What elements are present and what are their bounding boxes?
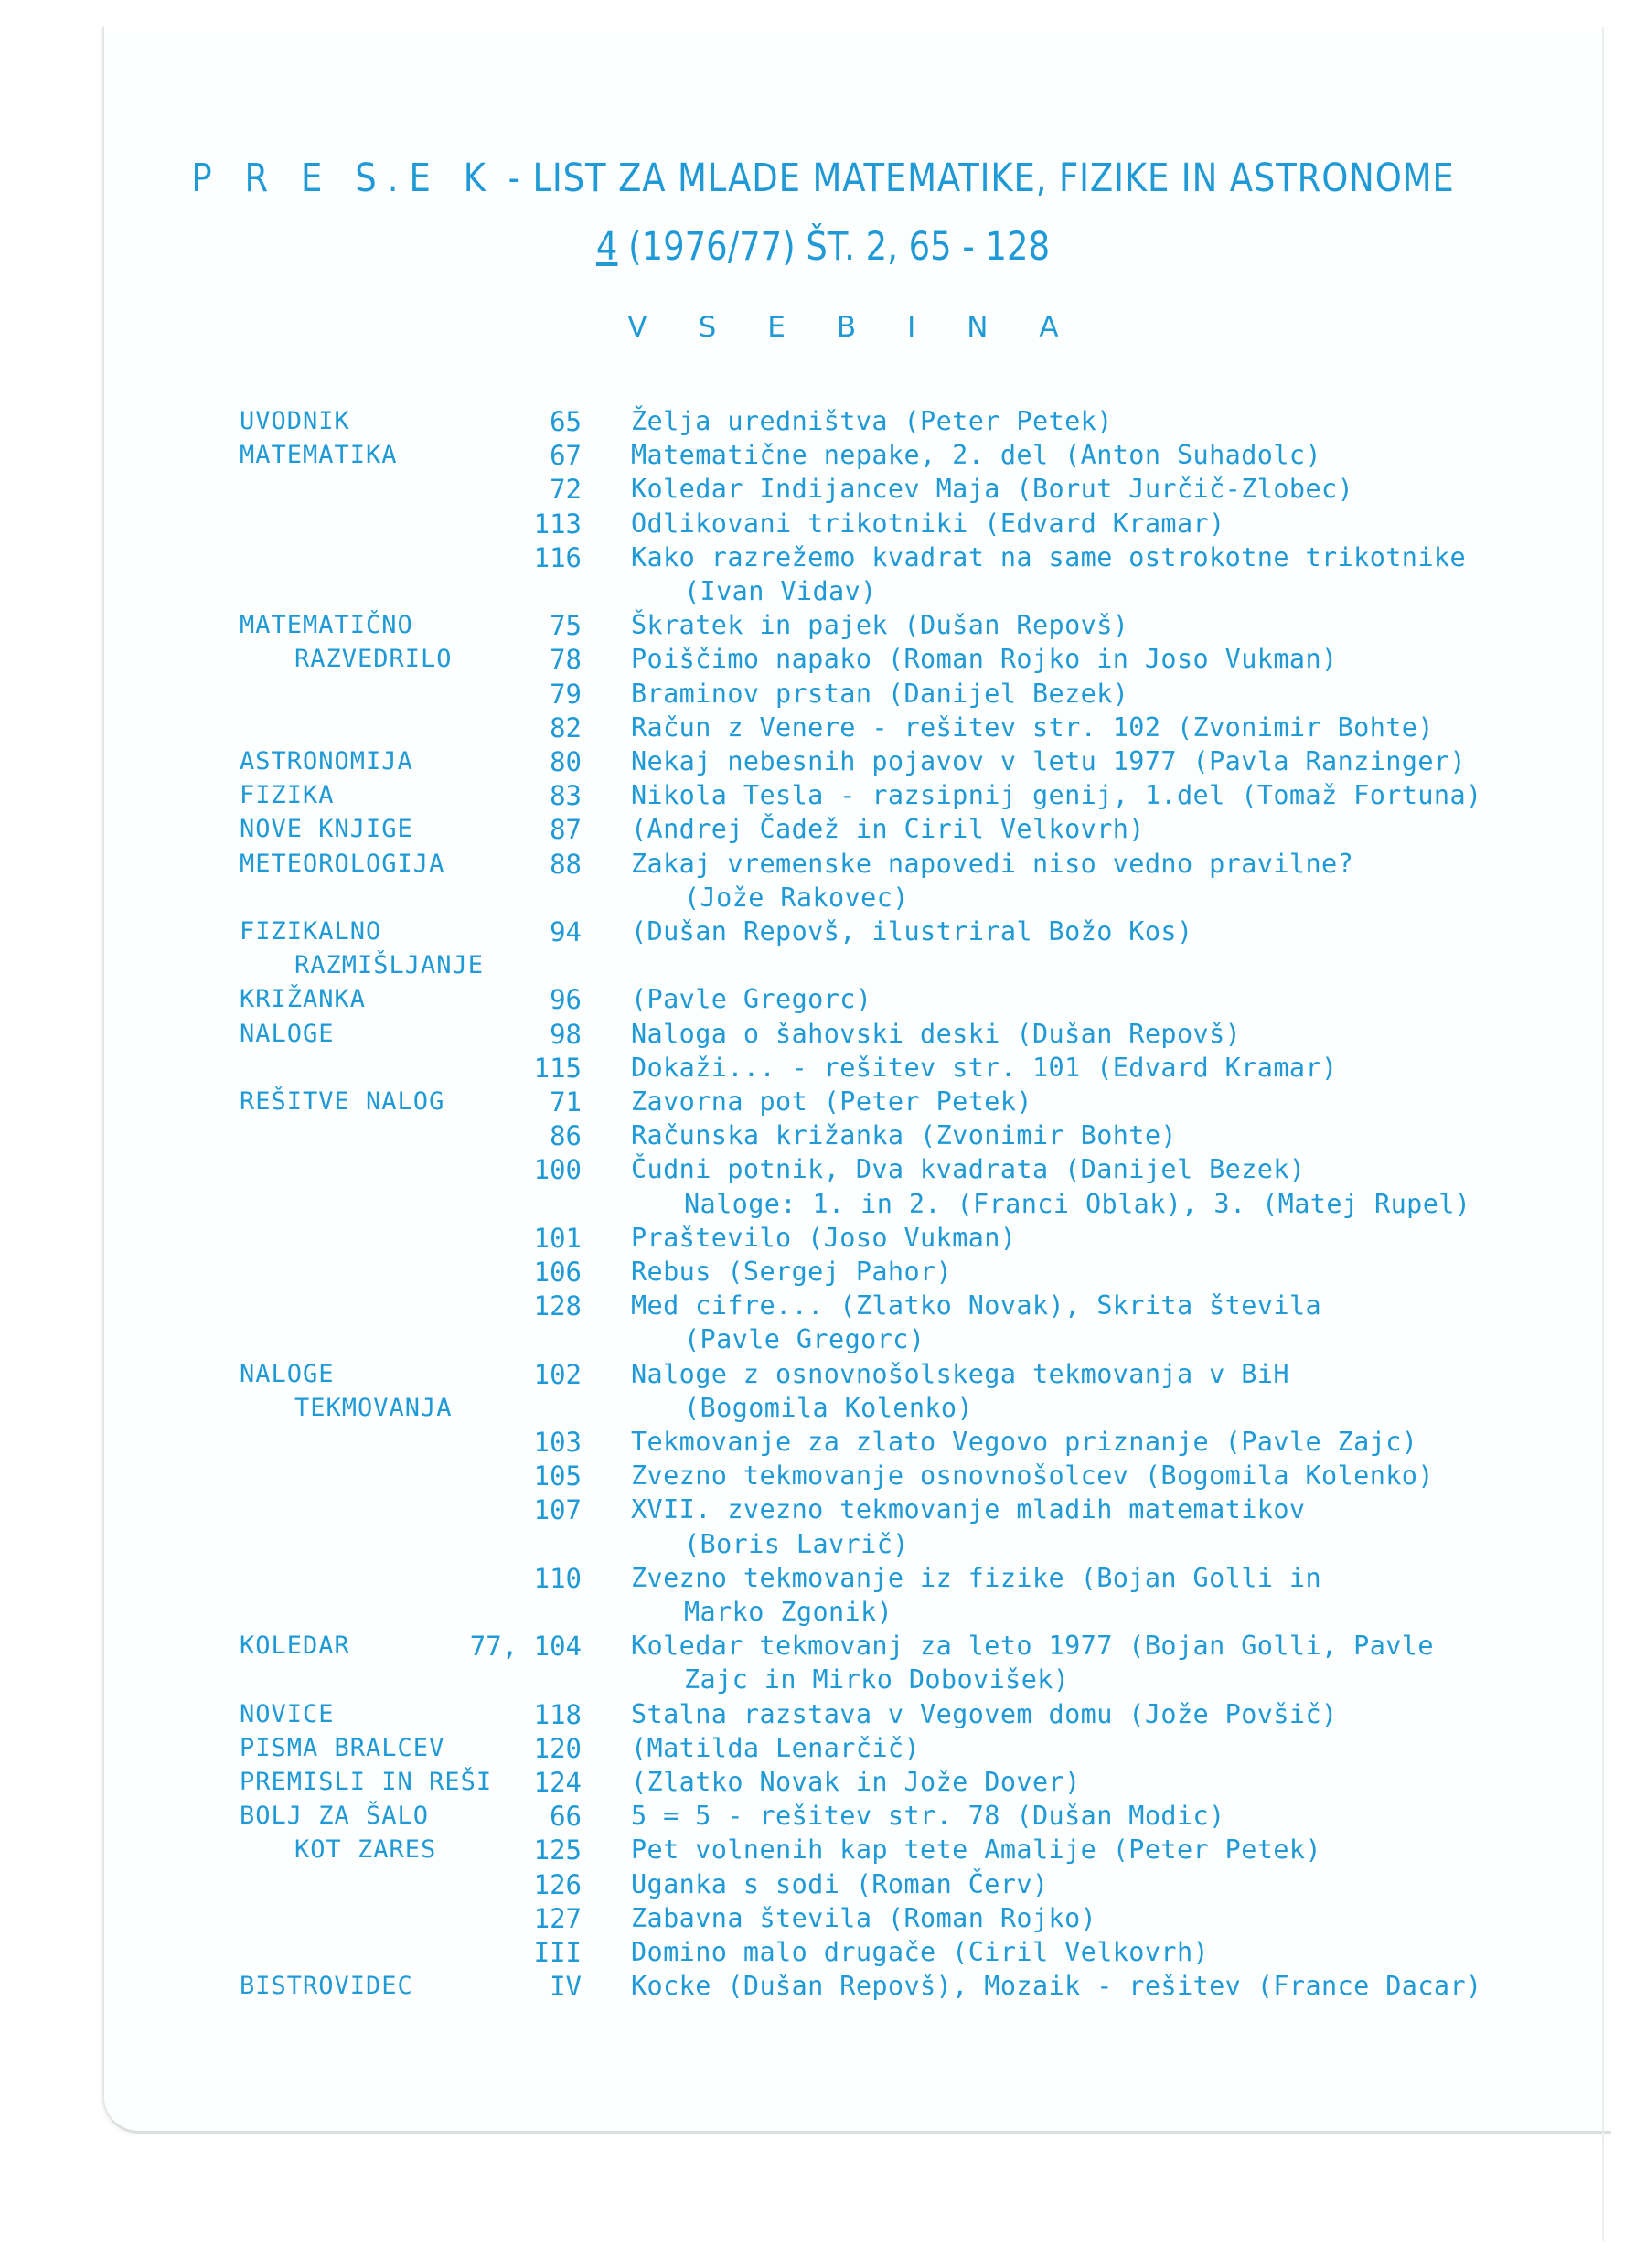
toc-section: REŠITVE NALOG <box>240 1087 445 1116</box>
toc-page-number: 65 <box>550 406 582 437</box>
toc-entry: Račun z Venere - rešitev str. 102 (Zvonimir Bohte) <box>631 711 1434 743</box>
contents-heading: VSEBINA <box>627 311 1110 344</box>
toc-page-number: 110 <box>533 1562 582 1594</box>
toc-page-number: 71 <box>550 1086 582 1118</box>
toc-page-number: 72 <box>550 474 582 506</box>
toc-entry: (Dušan Repovš, ilustriral Božo Kos) <box>631 916 1193 947</box>
toc-section: RAZMIŠLJANJE <box>294 951 485 980</box>
toc-entry: Zabavna števila (Roman Rojko) <box>631 1902 1097 1933</box>
toc-section: KOT ZARES <box>294 1835 437 1865</box>
toc-section: NOVICE <box>240 1699 335 1728</box>
toc-page-number: 75 <box>550 610 582 642</box>
toc-row <box>0 1255 1646 1289</box>
toc-row <box>0 1187 1646 1222</box>
toc-row <box>0 1459 1646 1493</box>
toc-row <box>0 948 1646 983</box>
toc-entry: Nikola Tesla - razsipnij genij, 1.del (Tomaž Fortuna) <box>631 780 1482 811</box>
toc-section: PISMA BRALCEV <box>240 1733 445 1762</box>
toc-row <box>0 881 1646 915</box>
toc-entry: (Zlatko Novak in Jože Dover) <box>631 1767 1081 1797</box>
toc-entry: Med cifre... (Zlatko Novak), Skrita števila <box>631 1290 1322 1321</box>
toc-row <box>0 1935 1646 1970</box>
toc-page-number: 67 <box>550 440 582 472</box>
toc-entry: Rebus (Sergej Pahor) <box>631 1257 953 1287</box>
toc-page-number: 107 <box>533 1494 582 1526</box>
toc-entry: Pet volnenih kap tete Amalije (Peter Petek) <box>631 1835 1322 1866</box>
toc-row <box>0 472 1646 507</box>
volume-number: 4 <box>595 224 618 270</box>
toc-entry: Matematične nepake, 2. del (Anton Suhadolc) <box>631 440 1322 471</box>
toc-row <box>0 1527 1646 1562</box>
toc-row <box>0 677 1646 711</box>
toc-page-number: IV <box>550 1971 582 2003</box>
toc-entry: Domino malo drugače (Ciril Velkovrh) <box>631 1937 1210 1967</box>
toc-row <box>0 1492 1646 1527</box>
toc-section: KOLEDAR <box>240 1631 350 1661</box>
toc-section: MATEMATIČNO <box>240 611 413 640</box>
toc-page-number: 66 <box>550 1801 582 1833</box>
toc-page-number: 86 <box>550 1120 582 1152</box>
toc-entry: Zajc in Mirko Dobovišek) <box>684 1664 1070 1696</box>
toc-entry: Tekmovanje za zlato Vegovo priznanje (Pavle Zajc) <box>631 1427 1418 1457</box>
toc-entry: Kocke (Dušan Repovš), Mozaik - rešitev (France Dacar) <box>631 1971 1482 2002</box>
toc-row <box>0 438 1646 473</box>
toc-row <box>0 1629 1646 1664</box>
toc-page-number: 98 <box>550 1018 582 1050</box>
toc-row <box>0 744 1646 779</box>
toc-row <box>0 915 1646 949</box>
toc-section: ASTRONOMIJA <box>240 747 413 776</box>
toc-entry: XVII. zvezno tekmovanje mladih matematikov <box>631 1494 1306 1525</box>
toc-entry: Koledar tekmovanj za leto 1977 (Bojan Golli, Pavle <box>631 1631 1434 1662</box>
toc-entry: Zvezno tekmovanje osnovnošolcev (Bogomila Kolenko) <box>631 1460 1434 1492</box>
toc-row <box>0 1017 1646 1052</box>
toc-entry: (Ivan Vidav) <box>684 576 877 606</box>
toc-row <box>0 1322 1646 1357</box>
toc-entry: Naloga o šahovski deski (Dušan Repovš) <box>631 1018 1242 1049</box>
toc-page-number: 125 <box>533 1835 582 1867</box>
toc-section: KRIŽANKA <box>240 985 367 1014</box>
toc-row <box>0 1697 1646 1732</box>
toc-row <box>0 812 1646 847</box>
toc-entry: 5 = 5 - rešitev str. 78 (Dušan Modic) <box>631 1801 1225 1832</box>
journal-subtitle: - LIST ZA MLADE MATEMATIKE, FIZIKE IN ASTRONOME <box>497 155 1455 201</box>
toc-entry: (Bogomila Kolenko) <box>684 1392 974 1423</box>
journal-name: P R E S.E K <box>191 155 497 201</box>
toc-entry: Marko Zgonik) <box>684 1597 893 1627</box>
toc-entry: Poiščimo napako (Roman Rojko in Joso Vukman) <box>631 644 1338 675</box>
toc-section: NALOGE <box>240 1019 335 1048</box>
toc-entry: (Pavle Gregorc) <box>684 1324 925 1355</box>
toc-page-number: 80 <box>550 746 582 777</box>
toc-page-number: 116 <box>533 541 582 573</box>
toc-row <box>0 1969 1646 2004</box>
toc-page-number: 102 <box>533 1358 582 1390</box>
toc-entry: Nekaj nebesnih pojavov v letu 1977 (Pavla Ranzinger) <box>631 746 1467 776</box>
toc-entry: Zakaj vremenske napovedi niso vedno pravilne? <box>631 848 1354 879</box>
toc-row <box>0 1901 1646 1936</box>
toc-section: BOLJ ZA ŠALO <box>240 1802 430 1831</box>
toc-row <box>0 1833 1646 1867</box>
toc-page-number: 126 <box>533 1868 582 1900</box>
toc-row <box>0 540 1646 575</box>
toc-row <box>0 574 1646 609</box>
toc-entry: Zvezno tekmovanje iz fizike (Bojan Golli in <box>631 1562 1322 1593</box>
toc-page-number: 120 <box>533 1732 582 1764</box>
toc-page-number: 124 <box>533 1767 582 1798</box>
toc-entry: (Boris Lavrič) <box>684 1528 909 1559</box>
toc-row <box>0 1799 1646 1834</box>
toc-entry: (Andrej Čadež in Ciril Velkovrh) <box>631 814 1145 845</box>
toc-section: NOVE KNJIGE <box>240 815 413 844</box>
toc-page-number: 100 <box>533 1154 582 1186</box>
toc-entry: Stalna razstava v Vegovem domu (Jože Povšič) <box>631 1698 1338 1729</box>
toc-page-number: 82 <box>550 711 582 744</box>
toc-page-number: 88 <box>550 848 582 880</box>
toc-entry: Kako razrežemo kvadrat na same ostrokotne trikotnike <box>631 541 1467 572</box>
toc-page-number: 127 <box>533 1902 582 1934</box>
toc-section: FIZIKALNO <box>240 917 382 946</box>
toc-entry: Računska križanka (Zvonimir Bohte) <box>631 1120 1177 1151</box>
toc-section: NALOGE <box>240 1359 335 1388</box>
toc-page-number: 83 <box>550 780 582 812</box>
toc-page-number: 79 <box>550 678 582 710</box>
toc-page-number: 87 <box>550 814 582 846</box>
toc-entry: Koledar Indijancev Maja (Borut Jurčič-Zlobec) <box>631 474 1354 505</box>
toc-row <box>0 1731 1646 1766</box>
toc-row <box>0 1152 1646 1187</box>
toc-entry: Naloge z osnovnošolskega tekmovanja v BiH <box>631 1358 1289 1389</box>
toc-entry: Praštevilo (Joso Vukman) <box>631 1222 1017 1253</box>
toc-page-number: 101 <box>533 1222 582 1254</box>
toc-row <box>0 642 1646 677</box>
toc-row <box>0 1663 1646 1697</box>
toc-page-number: 105 <box>533 1460 582 1492</box>
toc-row <box>0 1867 1646 1902</box>
toc-row <box>0 1289 1646 1323</box>
toc-row <box>0 1357 1646 1392</box>
toc-section: BISTROVIDEC <box>240 1972 413 2001</box>
toc-page-number: 128 <box>533 1290 582 1322</box>
toc-section: RAZVEDRILO <box>294 645 453 674</box>
toc-page-number: 106 <box>533 1257 582 1288</box>
toc-row <box>0 1561 1646 1596</box>
toc-page-number: 115 <box>533 1052 582 1084</box>
toc-page-number: 113 <box>533 508 582 540</box>
toc-section: TEKMOVANJA <box>294 1393 453 1422</box>
toc-row <box>0 1118 1646 1153</box>
toc-entry: Uganka s sodi (Roman Červ) <box>631 1868 1049 1899</box>
toc-entry: Odlikovani trikotniki (Edvard Kramar) <box>631 508 1225 539</box>
toc-row <box>0 404 1646 439</box>
toc-entry: (Jože Rakovec) <box>684 882 909 913</box>
toc-row <box>0 778 1646 813</box>
toc-row <box>0 711 1646 745</box>
toc-entry: Čudni potnik, Dva kvadrata (Danijel Bezek) <box>631 1154 1306 1185</box>
toc-row <box>0 982 1646 1017</box>
toc-section: MATEMATIKA <box>240 441 398 470</box>
toc-page-number: III <box>533 1937 582 1968</box>
toc-page-number: 77, 104 <box>469 1631 582 1663</box>
toc-row <box>0 1085 1646 1119</box>
toc-entry: Dokaži... - rešitev str. 101 (Edvard Kramar) <box>631 1052 1338 1083</box>
issue-info: (1976/77) ŠT. 2, 65 - 128 <box>617 224 1051 270</box>
toc-entry: Braminov prstan (Danijel Bezek) <box>631 678 1129 709</box>
toc-row <box>0 1595 1646 1630</box>
toc-section: PREMISLI IN REŠI <box>240 1768 493 1796</box>
toc-page-number: 118 <box>533 1698 582 1730</box>
toc-row <box>0 1221 1646 1256</box>
toc-entry: (Matilda Lenarčič) <box>631 1732 921 1763</box>
toc-page-number: 78 <box>550 644 582 676</box>
toc-entry: Naloge: 1. in 2. (Franci Oblak), 3. (Matej Rupel) <box>684 1188 1471 1219</box>
toc-entry: Želja uredništva (Peter Petek) <box>631 406 1113 436</box>
toc-row <box>0 1051 1646 1086</box>
toc-entry: (Pavle Gregorc) <box>631 984 872 1015</box>
toc-row <box>0 507 1646 541</box>
toc-section: UVODNIK <box>240 407 350 435</box>
toc-entry: Zavorna pot (Peter Petek) <box>631 1086 1032 1117</box>
toc-row <box>0 1425 1646 1460</box>
toc-page-number: 96 <box>550 984 582 1016</box>
toc-section: METEOROLOGIJA <box>240 849 445 878</box>
toc-row <box>0 1391 1646 1426</box>
toc-row <box>0 1765 1646 1800</box>
toc-page-number: 103 <box>533 1427 582 1458</box>
toc-entry: Škratek in pajek (Dušan Repovš) <box>631 610 1129 641</box>
toc-page-number: 94 <box>550 916 582 947</box>
toc-section: FIZIKA <box>240 781 335 810</box>
toc-row <box>0 608 1646 643</box>
toc-row <box>0 847 1646 882</box>
